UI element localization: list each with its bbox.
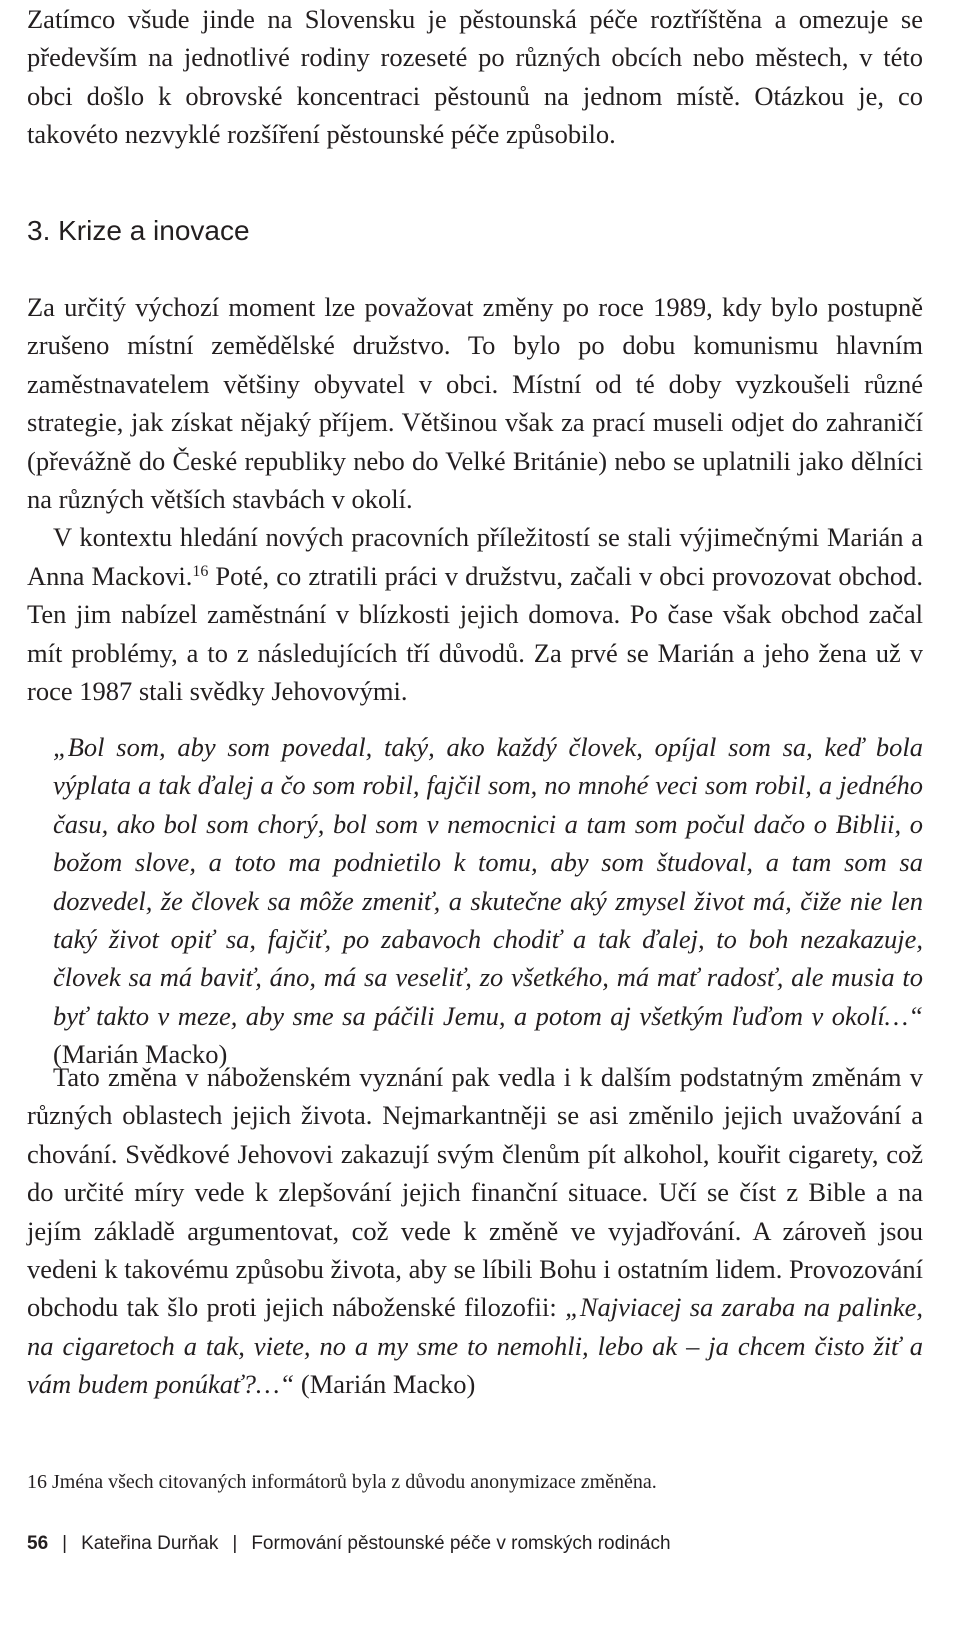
paragraph-1: Za určitý výchozí moment lze považovat změny po roce 1989, kdy bylo postupně zrušeno místní zemědělské družstvo. To bylo po dobu komunismu hlavním zaměstnavatelem většiny obyvatel v obci. Místní od té doby vyzkoušeli různé strategie, jak získat nějaký příjem. Většinou však za prací museli odjet do zahraničí (převážně do České republiky nebo do Velké Británie) nebo se uplatnili jako dělníci na různých větších stavbách v okolí. bbox=[27, 292, 923, 515]
intro-text: Zatímco všude jinde na Slovensku je pěstounská péče roztříštěna a omezuje se především na jednotlivé rodiny rozeseté po různých obcích nebo městech, v této obci došlo k obrovské koncentraci pěstounů na jednom místě. Otázkou je, co takovéto nezvyklé rozšíření pěstounské péče způsobilo. bbox=[27, 4, 923, 150]
footer-separator-2: | bbox=[232, 1533, 238, 1554]
closing-text-start: Tato změna v náboženském vyznání pak vedla i k dalším podstatným změnám v různých oblastech jejich života. Nejmarkantněji se asi změnilo jejich uvažování a chování. Svědkové Jehovovi zakazují svým členům pít alkohol, kouřit cigarety, což do určité míry vede k zlepšování jejich finanční situace. Učí se číst z Bible a na jejím základě argumentovat, což vede k změně ve vyjadřování. A zároveň jsou vedeni k takovému způsobu života, aby se líbili Bohu i ostatním lidem. Provozování obchodu tak šlo proti jejich náboženské filozofii: bbox=[27, 1062, 923, 1323]
intro-paragraph bbox=[27, 0, 923, 154]
block-quote bbox=[53, 728, 923, 1074]
section-heading: 3. Krize a inovace bbox=[27, 215, 250, 246]
page-number: 56 bbox=[27, 1533, 49, 1554]
footer-book-title: Formování pěstounské péče v romských rodinách bbox=[251, 1533, 671, 1554]
paragraph-2-start: V kontextu hledání nových pracovních příležitostí se stali výjimečnými Marián a Anna Mackovi. bbox=[27, 522, 923, 591]
inline-quote: „Najviacej sa zaraba na palinke, na cigaretoch a tak, viete, no a my sme to nemohli, lebo ak – ja chcem čisto žiť a vám budem ponúkať?…“ bbox=[27, 1292, 923, 1400]
paragraph-2 bbox=[27, 518, 923, 710]
closing-paragraph bbox=[27, 1058, 923, 1404]
footnote-reference: 16 bbox=[192, 562, 209, 580]
block-quote-attribution: (Marián Macko) bbox=[53, 1039, 228, 1070]
section-body bbox=[27, 288, 923, 710]
block-quote-text: „Bol som, aby som povedal, taký, ako každý človek, opíjal som sa, keď bola výplata a tak ďalej a čo som robil, fajčil som, no mnohé veci som robil, a jedného času, ako bol som chorý, bol som v nemocnici a tam som počul dačo o Biblii, o božom slove, a toto ma podnietilo k tomu, aby som študoval, a tam som sa dozvedel, že človek sa môže zmeniť, a skutečne aký zmysel život má, čiže nie len taký život opiť sa, fajčiť, po zabavoch chodiť a tak ďalej, to boh nezakazuje, človek sa má baviť, áno, má sa veseliť, zo všetkého, má mať radosť, ale musia to byť takto v meze, aby sme sa páčili Jemu, a potom aj všetkým ľuďom v okolí…“ bbox=[53, 732, 923, 1031]
footer-author: Kateřina Durňak bbox=[81, 1533, 219, 1554]
inline-quote-attribution: (Marián Macko) bbox=[294, 1369, 476, 1400]
block-quote-paragraph bbox=[53, 728, 923, 1074]
footer-separator: | bbox=[62, 1533, 68, 1554]
running-footer bbox=[27, 1531, 923, 1557]
paragraph-2-end: Poté, co ztratili práci v družstvu, začali v obci provozovat obchod. Ten jim nabízel zaměstnání v blízkosti jejich domova. Po čase však obchod začal mít problémy, a to z následujících tří důvodů. Za prvé se Marián a jeho žena už v roce 1987 stali svědky Jehovovými. bbox=[27, 560, 923, 707]
closing-text bbox=[27, 1058, 923, 1404]
footnote: 16 Jména všech citovaných informátorů byla z důvodu anonymizace změněna. bbox=[27, 1471, 657, 1493]
